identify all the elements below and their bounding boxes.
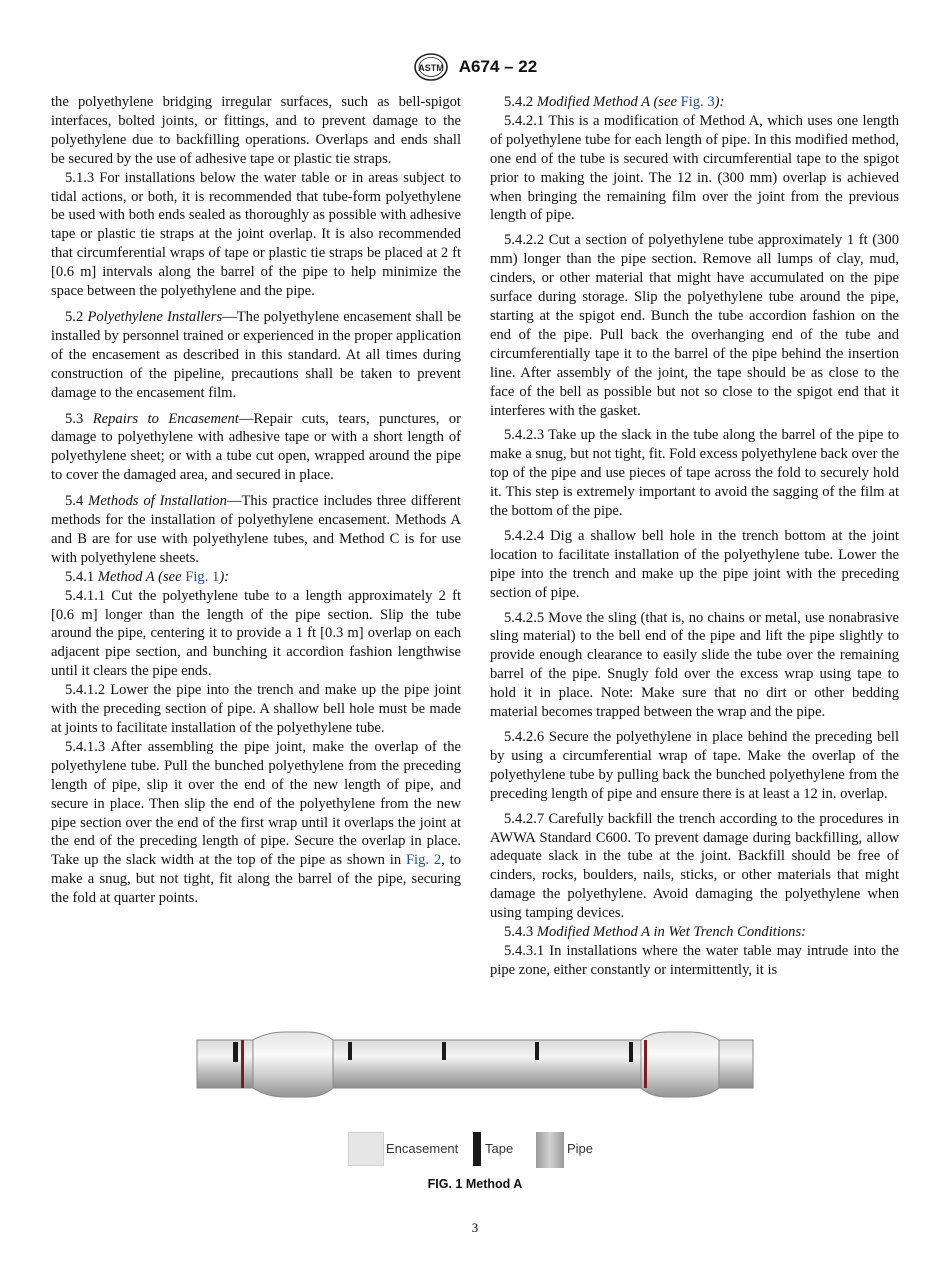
paragraph-5-2: 5.2 Polyethylene Installers—The polyethylene encasement shall be installed by personnel trained or experienced in the proper application of the encasement as described in this standard. At all times during construction of the pipeline, precautions shall be taken to prevent damage to the encasement film. xyxy=(51,308,461,401)
paragraph-5-4-2-7: 5.4.2.7 Carefully backfill the trench according to the procedures in AWWA Standard C600. To prevent damage during backfilling, allow adequate slack in the tube at the joint. Backfill should be free of cinders, rocks, boulders, nails, sticks, or other materials that might damage the polyethylene. Avoid damaging the polyethylene when using tamping devices. xyxy=(490,810,899,922)
astm-logo xyxy=(413,52,449,82)
document-designation: A674 – 22 xyxy=(458,57,538,76)
section-heading: Polyethylene Installers xyxy=(87,308,223,325)
tape-band xyxy=(644,1040,647,1088)
figure-caption: FIG. 1 Method A xyxy=(427,1177,523,1191)
paragraph-5-3: 5.3 Repairs to Encasement—Repair cuts, tears, punctures, or damage to polyethylene with adhesive tape or with a short length of polyethylene sheet; or with a tube cut open, wrapped around the pipe to cover the damaged area, and secured in place. xyxy=(51,410,462,484)
tape-swatch xyxy=(473,1132,481,1166)
legend-tape-label: Tape xyxy=(485,1141,514,1156)
encasement-swatch xyxy=(348,1132,384,1166)
paragraph-5-4-2-4: 5.4.2.4 Dig a shallow bell hole in the trench bottom at the joint location to facilitate installation of the polyethylene tube. Lower the pipe into the trench and make up the pipe joint with the preceding section of pipe. xyxy=(490,527,899,601)
tape-band xyxy=(629,1042,633,1062)
page-number: 3 xyxy=(471,1220,479,1235)
right-column xyxy=(490,93,899,980)
paragraph-5-4: 5.4 Methods of Installation—This practice includes three different methods for the installation of polyethylene encasement. Methods A and B are for use with polyethylene tubes, and Method C is for use with polyethylene sheets. xyxy=(51,493,461,566)
pipe-swatch xyxy=(536,1132,564,1168)
paragraph-5-4-2-2: 5.4.2.2 Cut a section of polyethylene tube approximately 1 ft (300 mm) longer than the pipe section. Remove all lumps of clay, mud, cinders, or other material that might have accumulated on the pipe surface during storage. Slip the polyethylene tube around the pipe, starting at the spigot end. Bunch the tube accordion fashion on the end of the pipe. Pull back the overhanging end of the tube and circumferentially tape it to the barrel of the pipe behind the insertion line. After assembly of the joint, the tape should be as close to the face of the bell as possible but not so close to the spigot end that it interferes with the gasket. xyxy=(490,232,899,419)
paragraph-5-4-3: 5.4.3 Modified Method A in Wet Trench Conditions: xyxy=(504,924,807,941)
page-header xyxy=(0,52,950,84)
section-heading: Modified Method A in Wet Trench Conditions: xyxy=(536,924,807,941)
paragraph-5-4-2-5: 5.4.2.5 Move the sling (that is, no chains or metal, use nonabrasive sling material) to the bell end of the pipe and lift the pipe slightly to provide enough clearance to easily slide the tube over the remaining barrel of the pipe. Snugly fold over the excess wrap using tape to hold it in place. Note: Make sure that no dirt or other bedding material becomes trapped between the wrap and the pipe. xyxy=(490,609,899,721)
fig-3-link[interactable]: Fig. 3 xyxy=(680,94,715,110)
tape-band xyxy=(535,1042,539,1060)
paragraph-5-4-2-6: 5.4.2.6 Secure the polyethylene in place behind the preceding bell by using a circumferential wrap of tape. Make the overlap of the polyethylene tube by pulling back the bunched polyethylene from the preceding length of pipe and ensure there is at least a 12 in. overlap. xyxy=(490,729,899,802)
paragraph-5-4-3-1: 5.4.3.1 In installations where the water table may intrude into the pipe zone, either constantly or intermittently, it is xyxy=(490,942,899,978)
paragraph-5-4-2: 5.4.2 Modified Method A (see Fig. 3): xyxy=(504,94,725,110)
logo-lettering: ASTM xyxy=(418,63,444,73)
bell-left xyxy=(253,1032,333,1097)
paragraph-5-4-1-2: 5.4.1.2 Lower the pipe into the trench and make up the pipe joint with the preceding section of pipe. A shallow bell hole must be made at joints to facilitate installation of the polyethylene tube. xyxy=(51,682,461,736)
tape-band xyxy=(348,1042,352,1060)
fig-2-link[interactable]: Fig. 2 xyxy=(405,852,442,869)
paragraph: the polyethylene bridging irregular surfaces, such as bell-spigot interfaces, bolted joints, or fittings, and to prevent damage to the polyethylene due to backfilling operations. Overlaps and ends shall be secured by the use of adhesive tape or plastic tie straps. xyxy=(51,94,461,167)
paragraph-5-4-1-1: 5.4.1.1 Cut the polyethylene tube to a length approximately 2 ft [0.6 m] longer than the length of the pipe section. Slip the tube around the pipe, centering it to provide a 1 ft [0.3 m] overlap on each adjacent pipe section, and bunching it accordion fashion lengthwise until it clears the pipe ends. xyxy=(51,587,461,680)
paragraph-5-4-1-3: 5.4.1.3 After assembling the pipe joint, make the overlap of the polyethylene tube. Pull the bunched polyethylene from the preceding length of pipe, slip it over the end of the new length of pipe, and secure in place. Then slip the end of the polyethylene from the new pipe section over the end of the first wrap until it overlaps the joint at the end of the preceding length of pipe. Secure the overlap in place. Take up the slack width at the top of the pipe as shown in Fig. 2, to make a snug, but not tight, fit along the barrel of the pipe, securing the fold at quarter points. xyxy=(51,738,461,907)
pipe-diagram xyxy=(195,1030,755,1100)
tape-band xyxy=(442,1042,446,1060)
paragraph-5-4-2-1: 5.4.2.1 This is a modification of Method A, which uses one length of polyethylene tube for each length of pipe. In this modified method, one end of the tube is secured with circumferential tape to the spigot prior to making the joint. The 12 in. (300 mm) overlap is achieved when bringing the remaining film over the joint from the previous length of pipe. xyxy=(490,112,899,224)
legend-encasement-label: Encasement xyxy=(386,1141,459,1156)
bell-right xyxy=(641,1032,719,1097)
section-heading: Repairs to Encasement xyxy=(92,410,239,427)
paragraph-5-4-2-3: 5.4.2.3 Take up the slack in the tube along the barrel of the pipe to make a snug, but not tight, fit. Fold excess polyethylene back over the top of the pipe and use pieces of tape across the fold to securely hold it. This step is extremely important to avoid the sagging of the film at the bottom of the pipe. xyxy=(490,427,899,520)
section-heading: Methods of Installation xyxy=(88,493,227,510)
tape-band xyxy=(241,1040,244,1088)
left-column xyxy=(51,93,461,908)
figure-legend xyxy=(348,1132,608,1168)
tape-band xyxy=(233,1042,238,1062)
legend-pipe-label: Pipe xyxy=(567,1141,594,1156)
fig-1-link[interactable]: Fig. 1 xyxy=(185,568,220,585)
paragraph-5-1-3: 5.1.3 For installations below the water table or in areas subject to tidal actions, or both, it is recommended that tube-form polyethylene be used with both ends sealed as thoroughly as possible with adhesive tape or plastic tie straps at the joint overlap. It is also recommended that circumferential wraps of tape or plastic tie straps be placed at 2 ft [0.6 m] intervals along the barrel of the pipe to help minimize the space between the polyethylene and the pipe. xyxy=(51,169,461,300)
paragraph-5-4-1: 5.4.1 Method A (see Fig. 1): xyxy=(65,568,230,585)
